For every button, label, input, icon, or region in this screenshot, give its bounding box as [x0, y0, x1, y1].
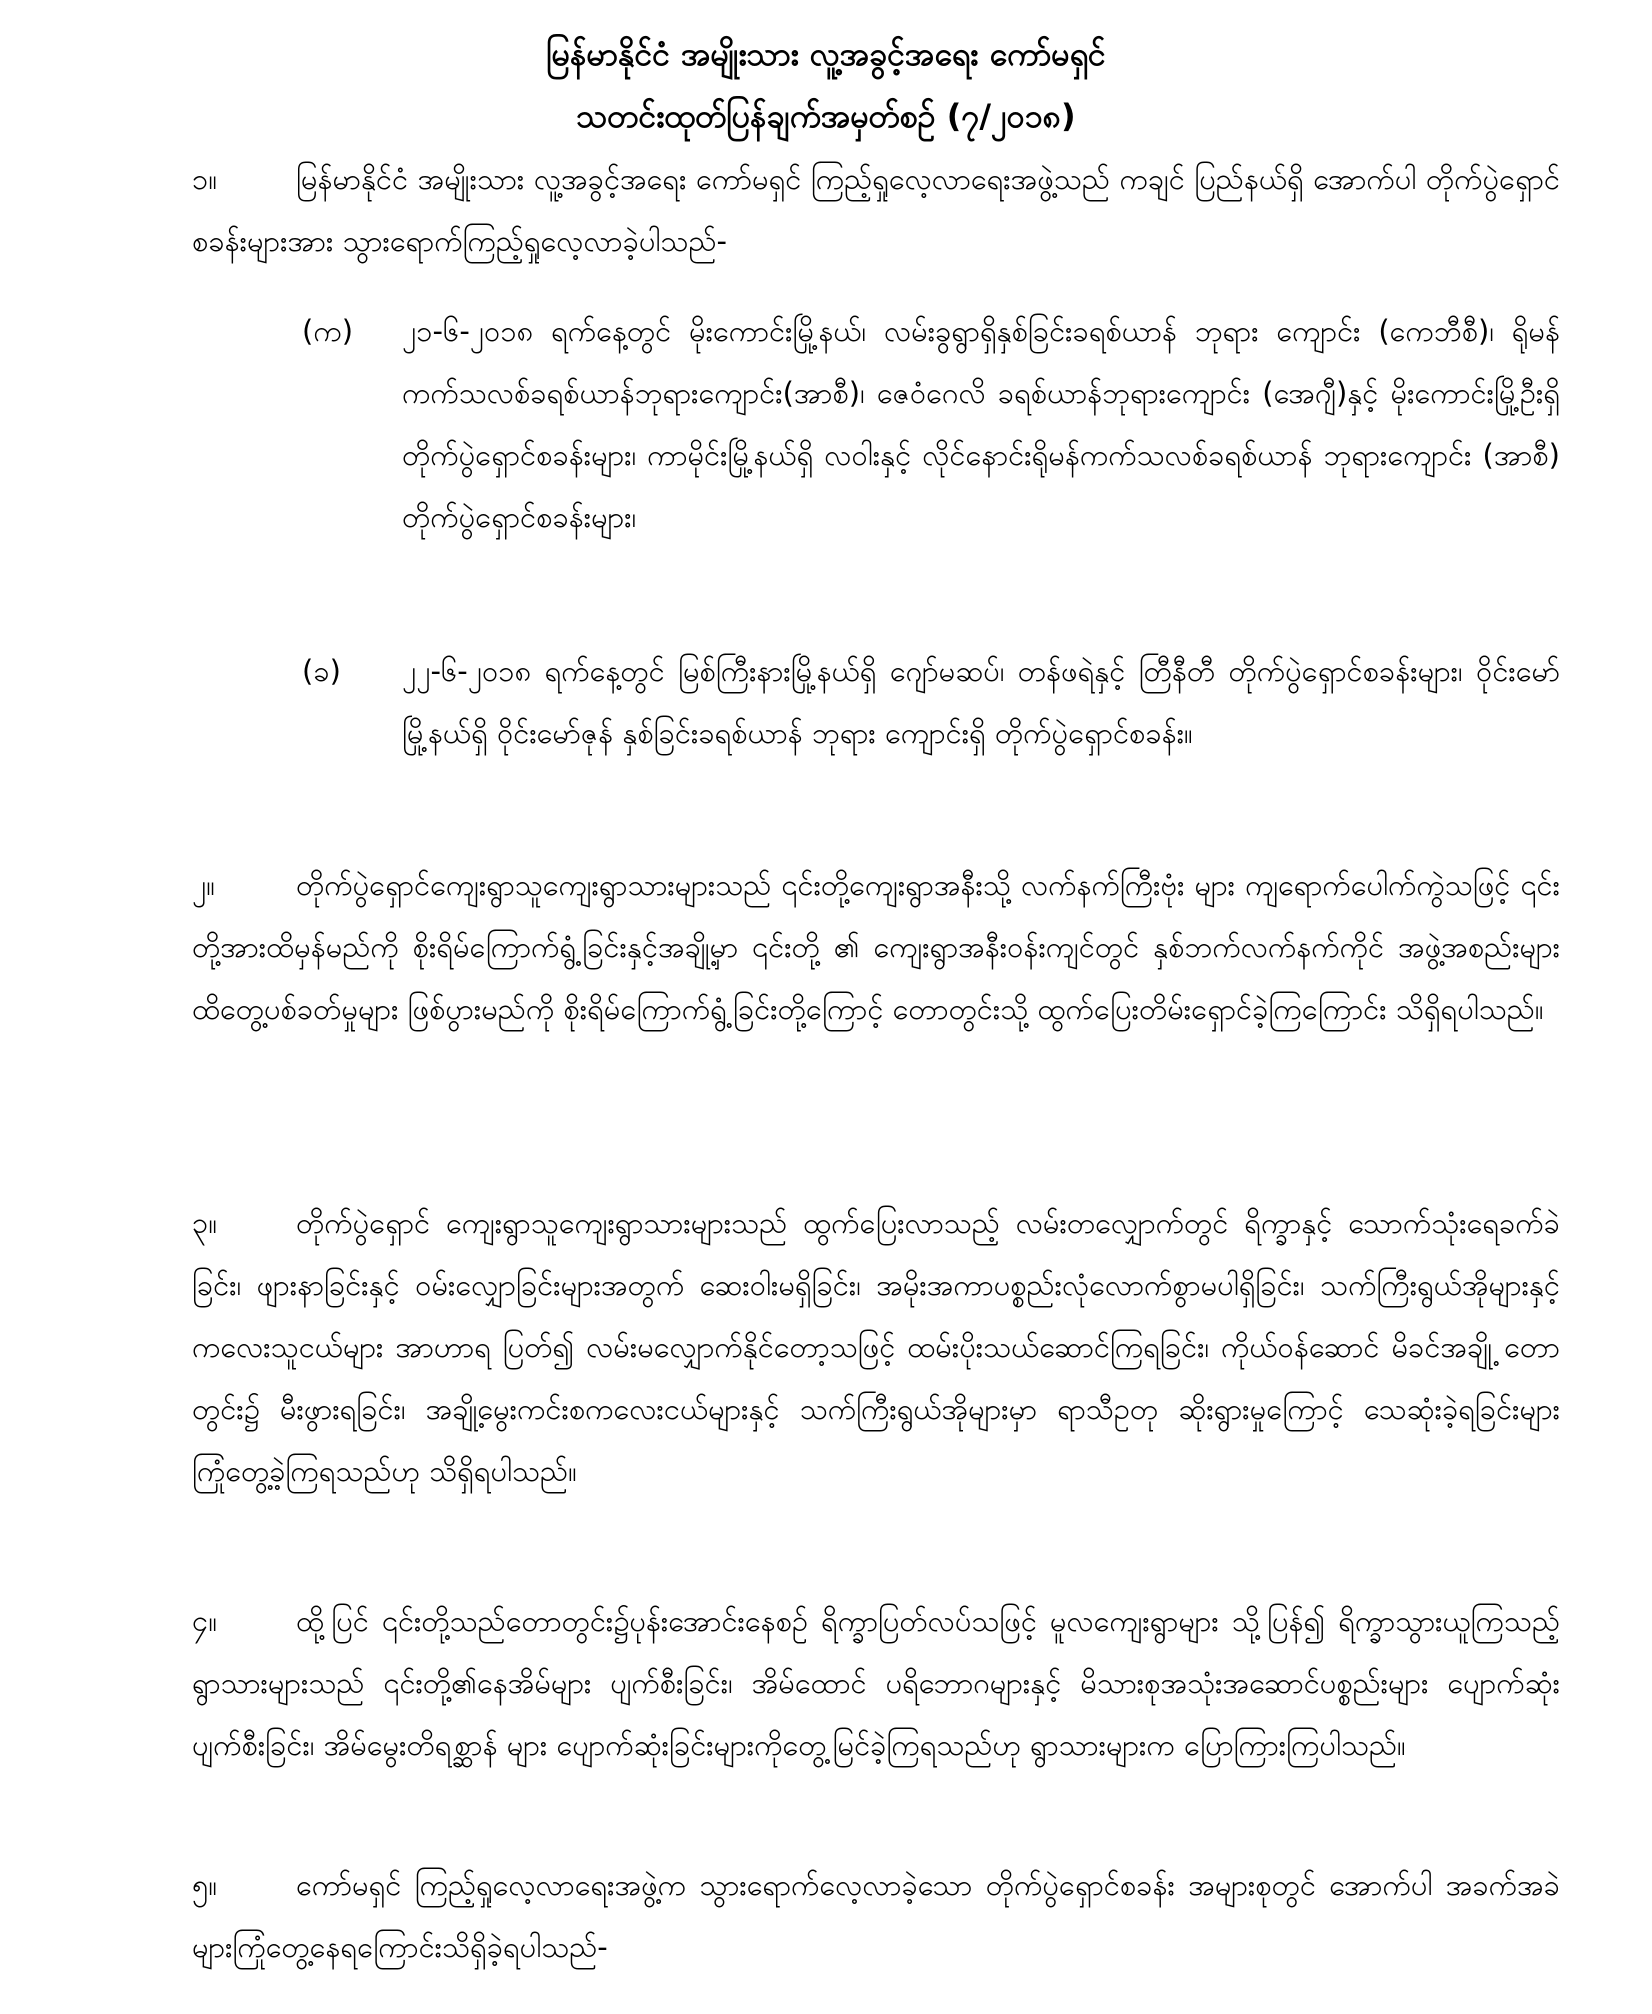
sub-item-ka: [302, 300, 1560, 548]
document-subtitle: သတင်းထုတ်ပြန်ချက်အမှတ်စဉ် (၇/၂၀၁၈): [576, 97, 1076, 135]
paragraph-text: တိုက်ပွဲရှောင် ကျေးရွာသူကျေးရွာသားများသည် ထွက်ပြေးလာသည့် လမ်းတလျှောက်တွင် ရိက္ခာနှင့် သောက်သုံးရေခက်ခဲခြင်း၊ ဖျားနာခြင်းနှင့် ဝမ်းလျှောခြင်းများအတွက် ဆေးဝါးမရှိခြင်း၊ အမိုးအကာပစ္စည်းလုံလောက်စွာမပါရှိခြင်း၊ သက်ကြီးရွယ်အိုများနှင့် ကလေးသူငယ်များ အာဟာရ ပြတ်၍ လမ်းမလျှောက်နိုင်တော့သဖြင့် ထမ်းပိုးသယ်ဆောင်ကြရခြင်း၊ ကိုယ်ဝန်ဆောင် မိခင်အချို့ တောတွင်း၌ မီးဖွားရခြင်း၊ အချို့မွေးကင်းစကလေးငယ်များနှင့် သက်ကြီးရွယ်အိုများမှာ ရာသီဥတု ဆိုးရွားမှုကြောင့် သေဆုံးခဲ့ရခြင်းများ ကြုံတွေ့ခဲ့ကြရသည်ဟု သိရှိရပါသည်။: [192, 1206, 1560, 1488]
sub-item-text: ၂၂-၆-၂၀၁၈ ရက်နေ့တွင် မြစ်ကြီးနားမြို့နယ်ရှိ ဂျော်မဆပ်၊ တန်ဖရဲနှင့် တြီနီတီ တိုက်ပွဲရှောင်စခန်းများ၊ ဝိုင်းမော်မြို့နယ်ရှိ ဝိုင်းမော်ဇုန် နှစ်ခြင်းခရစ်ယာန် ဘုရား ကျောင်းရှိ တိုက်ပွဲရှောင်စခန်း။: [402, 654, 1560, 750]
paragraph-number: ၅။: [192, 1868, 218, 1902]
paragraph-text: ကော်မရှင် ကြည့်ရှုလေ့လာရေးအဖွဲ့က သွားရောက်လေ့လာခဲ့သော တိုက်ပွဲရှောင်စခန်း အများစုတွင် အောက်ပါ အခက်အခဲများကြုံတွေ့နေရကြောင်းသိရှိခဲ့ရပါသည်-: [192, 1868, 1560, 1964]
paragraph-1: [192, 148, 1560, 272]
document-title: မြန်မာနိုင်ငံ အမျိုးသား လူ့အခွင့်အရေး ကော်မရှင်: [546, 35, 1106, 73]
paragraph-5: [192, 1854, 1560, 1978]
paragraph-2: [192, 854, 1560, 1040]
paragraph-number: ၃။: [192, 1206, 218, 1240]
sub-item-kha: [302, 640, 1560, 764]
sub-item-text: ၂၁-၆-၂၀၁၈ ရက်နေ့တွင် မိုးကောင်းမြို့နယ်၊ လမ်းခွရွာရှိနှစ်ခြင်းခရစ်ယာန် ဘုရား ကျောင်း (ကေဘီစီ)၊ ရိုမန်ကက်သလစ်ခရစ်ယာန်ဘုရားကျောင်း(အာစီ)၊ ဇေဝံဂေလိ ခရစ်ယာန်ဘုရားကျောင်း (အေဂျီ)နှင့် မိုးကောင်းမြို့ဦးရှိ တိုက်ပွဲရှောင်စခန်းများ၊ ကာမိုင်းမြို့နယ်ရှိ လဝါးနှင့် လိုင်နောင်းရိုမန်ကက်သလစ်ခရစ်ယာန် ဘုရားကျောင်း (အာစီ) တိုက်ပွဲရှောင်စခန်းများ၊: [402, 314, 1560, 534]
paragraph-number: ၁။: [192, 162, 218, 196]
sub-item-label: (ခ): [302, 654, 341, 688]
paragraph-text: ထို့ပြင် ၎င်းတို့သည်တောတွင်း၌ပုန်းအောင်းနေစဉ် ရိက္ခာပြတ်လပ်သဖြင့် မူလကျေးရွာများ သို့ပြန်၍ ရိက္ခာသွားယူကြသည့် ရွာသားများသည် ၎င်းတို့၏နေအိမ်များ ပျက်စီးခြင်း၊ အိမ်ထောင် ပရိဘောဂများနှင့် မိသားစုအသုံးအဆောင်ပစ္စည်းများ ပျောက်ဆုံးပျက်စီးခြင်း၊ အိမ်မွေးတိရစ္ဆာန် များ ပျောက်ဆုံးခြင်းများကိုတွေ့မြင်ခဲ့ကြရသည်ဟု ရွာသားများက ပြောကြားကြပါသည်။: [192, 1604, 1560, 1762]
paragraph-text: မြန်မာနိုင်ငံ အမျိုးသား လူ့အခွင့်အရေး ကော်မရှင် ကြည့်ရှုလေ့လာရေးအဖွဲ့သည် ကချင် ပြည်နယ်ရှိ အောက်ပါ တိုက်ပွဲရှောင်စခန်းများအား သွားရောက်ကြည့်ရှုလေ့လာခဲ့ပါသည်-: [192, 162, 1560, 258]
paragraph-text: တိုက်ပွဲရှောင်ကျေးရွာသူကျေးရွာသားများသည် ၎င်းတို့ကျေးရွာအနီးသို့ လက်နက်ကြီးဗုံး များ ကျရောက်ပေါက်ကွဲသဖြင့် ၎င်းတို့အားထိမှန်မည်ကို စိုးရိမ်ကြောက်ရွံ့ခြင်းနှင့်အချို့မှာ ၎င်းတို့ ၏ ကျေးရွာအနီးဝန်းကျင်တွင် နှစ်ဘက်လက်နက်ကိုင် အဖွဲ့အစည်းများ ထိတွေ့ပစ်ခတ်မှုများ ဖြစ်ပွားမည်ကို စိုးရိမ်ကြောက်ရွံ့ခြင်းတို့ကြောင့် တောတွင်းသို့ ထွက်ပြေးတိမ်းရှောင်ခဲ့ကြကြောင်း သိရှိရပါသည်။: [192, 868, 1560, 1026]
paragraph-number: ၂။: [192, 868, 216, 902]
paragraph-number: ၄။: [192, 1604, 218, 1638]
paragraph-4: [192, 1590, 1560, 1776]
sub-item-label: (က): [302, 314, 354, 348]
paragraph-3: [192, 1192, 1560, 1502]
